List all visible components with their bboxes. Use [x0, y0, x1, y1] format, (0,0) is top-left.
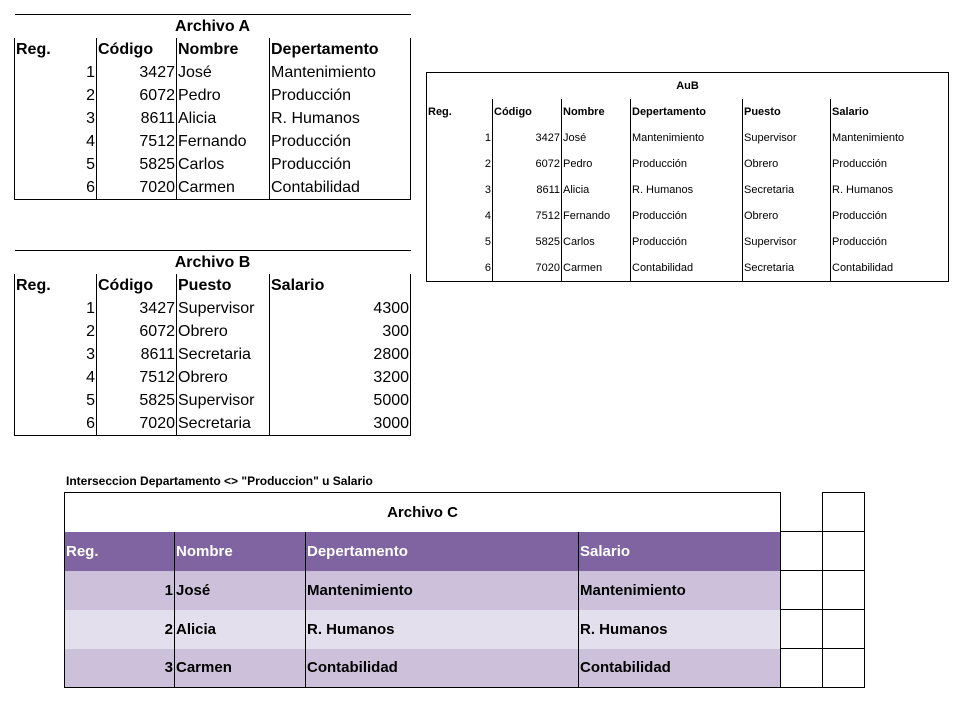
cell-puesto: Secretaria: [743, 255, 831, 282]
cell-nombre: Alicia: [177, 107, 270, 130]
cell-nombre: José: [177, 61, 270, 84]
cell-puesto: Supervisor: [743, 125, 831, 151]
cell-codigo: 6072: [97, 320, 177, 343]
cell-departamento: Producción: [270, 130, 411, 153]
cell-nombre: Carmen: [562, 255, 631, 282]
cell-reg: 1: [65, 571, 175, 610]
cell-puesto: Obrero: [177, 320, 270, 343]
cell-reg: 1: [427, 125, 493, 151]
cell-departamento: Mantenimiento: [631, 125, 743, 151]
cell-departamento: Producción: [270, 84, 411, 107]
cell-departamento: Producción: [270, 153, 411, 176]
archivo-c-caption: Interseccion Departamento <> "Produccion" u Salario: [66, 474, 373, 488]
empty-cell: [781, 610, 823, 649]
cell-reg: 2: [427, 151, 493, 177]
cell-puesto: Supervisor: [177, 389, 270, 412]
table-row: [15, 130, 411, 153]
cell-codigo: 5825: [493, 229, 562, 255]
cell-nombre: Fernando: [562, 203, 631, 229]
table-header-row: [15, 274, 411, 297]
cell-nombre: Carmen: [177, 176, 270, 200]
empty-cell: [781, 532, 823, 571]
cell-nombre: José: [175, 571, 306, 610]
cell-reg: 1: [15, 297, 97, 320]
empty-cell: [823, 493, 865, 532]
aub-table: [426, 72, 949, 282]
cell-codigo: 7020: [97, 176, 177, 200]
cell-departamento: R. Humanos: [306, 610, 579, 649]
cell-reg: 3: [65, 649, 175, 688]
cell-reg: 3: [15, 343, 97, 366]
cell-salario: 300: [270, 320, 411, 343]
cell-codigo: 5825: [97, 153, 177, 176]
cell-departamento: Contabilidad: [306, 649, 579, 688]
empty-cell: [781, 649, 823, 688]
header-cell: Depertamento: [631, 99, 743, 125]
empty-cell: [823, 571, 865, 610]
archivo-c-title: Archivo C: [65, 493, 781, 532]
cell-salario: 2800: [270, 343, 411, 366]
header-cell: Nombre: [562, 99, 631, 125]
archivo-b-title: Archivo B: [15, 251, 411, 275]
cell-reg: 2: [65, 610, 175, 649]
cell-departamento: Producción: [631, 203, 743, 229]
cell-puesto: Secretaria: [177, 343, 270, 366]
table-row: [65, 571, 865, 610]
empty-cell: [823, 610, 865, 649]
header-cell: Puesto: [177, 274, 270, 297]
cell-reg: 6: [427, 255, 493, 282]
cell-salario: R. Humanos: [579, 610, 781, 649]
cell-nombre: Carlos: [177, 153, 270, 176]
header-cell: Depertamento: [306, 532, 579, 571]
cell-nombre: José: [562, 125, 631, 151]
cell-departamento: Producción: [631, 151, 743, 177]
cell-puesto: Secretaria: [743, 177, 831, 203]
cell-nombre: Carlos: [562, 229, 631, 255]
cell-puesto: Obrero: [743, 203, 831, 229]
cell-reg: 2: [15, 320, 97, 343]
cell-codigo: 3427: [97, 61, 177, 84]
header-cell: Código: [97, 38, 177, 61]
archivo-b-table: [14, 250, 411, 436]
table-header-row: [65, 532, 865, 571]
header-cell: Reg.: [15, 274, 97, 297]
cell-departamento: Mantenimiento: [306, 571, 579, 610]
header-cell: Puesto: [743, 99, 831, 125]
cell-nombre: Alicia: [175, 610, 306, 649]
table-row: [15, 153, 411, 176]
table-row: [15, 366, 411, 389]
cell-reg: 5: [15, 153, 97, 176]
cell-codigo: 3427: [97, 297, 177, 320]
cell-reg: 5: [15, 389, 97, 412]
header-cell: Código: [493, 99, 562, 125]
cell-reg: 6: [15, 412, 97, 436]
cell-departamento: R. Humanos: [270, 107, 411, 130]
archivo-c-table: [64, 492, 865, 688]
cell-nombre: Pedro: [562, 151, 631, 177]
header-cell: Reg.: [15, 38, 97, 61]
header-cell: Código: [97, 274, 177, 297]
cell-salario: Producción: [831, 203, 949, 229]
empty-cell: [781, 493, 823, 532]
empty-cell: [823, 649, 865, 688]
cell-puesto: Obrero: [743, 151, 831, 177]
table-row: [15, 176, 411, 200]
cell-salario: 5000: [270, 389, 411, 412]
table-row: [427, 203, 949, 229]
cell-reg: 3: [427, 177, 493, 203]
cell-salario: Producción: [831, 229, 949, 255]
cell-codigo: 8611: [97, 343, 177, 366]
cell-reg: 3: [15, 107, 97, 130]
cell-codigo: 8611: [97, 107, 177, 130]
cell-nombre: Fernando: [177, 130, 270, 153]
table-row: [65, 649, 865, 688]
table-row: [15, 343, 411, 366]
table-row: [427, 151, 949, 177]
cell-nombre: Carmen: [175, 649, 306, 688]
cell-reg: 5: [427, 229, 493, 255]
cell-salario: Contabilidad: [579, 649, 781, 688]
table-row: [15, 61, 411, 84]
cell-salario: Mantenimiento: [831, 125, 949, 151]
empty-cell: [823, 532, 865, 571]
table-header-row: [427, 99, 949, 125]
table-row: [15, 389, 411, 412]
cell-codigo: 6072: [493, 151, 562, 177]
table-header-row: [15, 38, 411, 61]
header-cell: Reg.: [65, 532, 175, 571]
table-row: [15, 412, 411, 436]
cell-codigo: 7512: [493, 203, 562, 229]
table-row: [427, 177, 949, 203]
cell-reg: 4: [427, 203, 493, 229]
archivo-a-title: Archivo A: [15, 15, 411, 39]
cell-reg: 2: [15, 84, 97, 107]
header-cell: Salario: [579, 532, 781, 571]
cell-reg: 4: [15, 366, 97, 389]
cell-codigo: 7512: [97, 366, 177, 389]
empty-cell: [781, 571, 823, 610]
cell-departamento: Mantenimiento: [270, 61, 411, 84]
cell-codigo: 6072: [97, 84, 177, 107]
cell-salario: Contabilidad: [831, 255, 949, 282]
cell-salario: Producción: [831, 151, 949, 177]
cell-departamento: R. Humanos: [631, 177, 743, 203]
table-row: [15, 107, 411, 130]
cell-nombre: Pedro: [177, 84, 270, 107]
header-cell: Salario: [270, 274, 411, 297]
header-cell: Reg.: [427, 99, 493, 125]
cell-salario: 4300: [270, 297, 411, 320]
table-row: [15, 84, 411, 107]
table-row: [15, 320, 411, 343]
cell-nombre: Alicia: [562, 177, 631, 203]
cell-codigo: 7020: [493, 255, 562, 282]
cell-codigo: 7512: [97, 130, 177, 153]
archivo-a-table: [14, 14, 411, 200]
cell-puesto: Secretaria: [177, 412, 270, 436]
cell-salario: 3000: [270, 412, 411, 436]
aub-title: AuB: [676, 80, 699, 92]
table-row: [427, 255, 949, 282]
cell-puesto: Obrero: [177, 366, 270, 389]
cell-reg: 4: [15, 130, 97, 153]
cell-puesto: Supervisor: [177, 297, 270, 320]
table-row: [427, 125, 949, 151]
cell-departamento: Producción: [631, 229, 743, 255]
cell-codigo: 3427: [493, 125, 562, 151]
header-cell: Nombre: [177, 38, 270, 61]
cell-salario: Mantenimiento: [579, 571, 781, 610]
cell-codigo: 7020: [97, 412, 177, 436]
header-cell: Nombre: [175, 532, 306, 571]
cell-reg: 6: [15, 176, 97, 200]
table-row: [15, 297, 411, 320]
cell-codigo: 8611: [493, 177, 562, 203]
cell-departamento: Contabilidad: [270, 176, 411, 200]
cell-puesto: Supervisor: [743, 229, 831, 255]
cell-departamento: Contabilidad: [631, 255, 743, 282]
cell-salario: R. Humanos: [831, 177, 949, 203]
header-cell: Salario: [831, 99, 949, 125]
cell-reg: 1: [15, 61, 97, 84]
cell-codigo: 5825: [97, 389, 177, 412]
table-row: [65, 610, 865, 649]
cell-salario: 3200: [270, 366, 411, 389]
table-row: [427, 229, 949, 255]
header-cell: Depertamento: [270, 38, 411, 61]
